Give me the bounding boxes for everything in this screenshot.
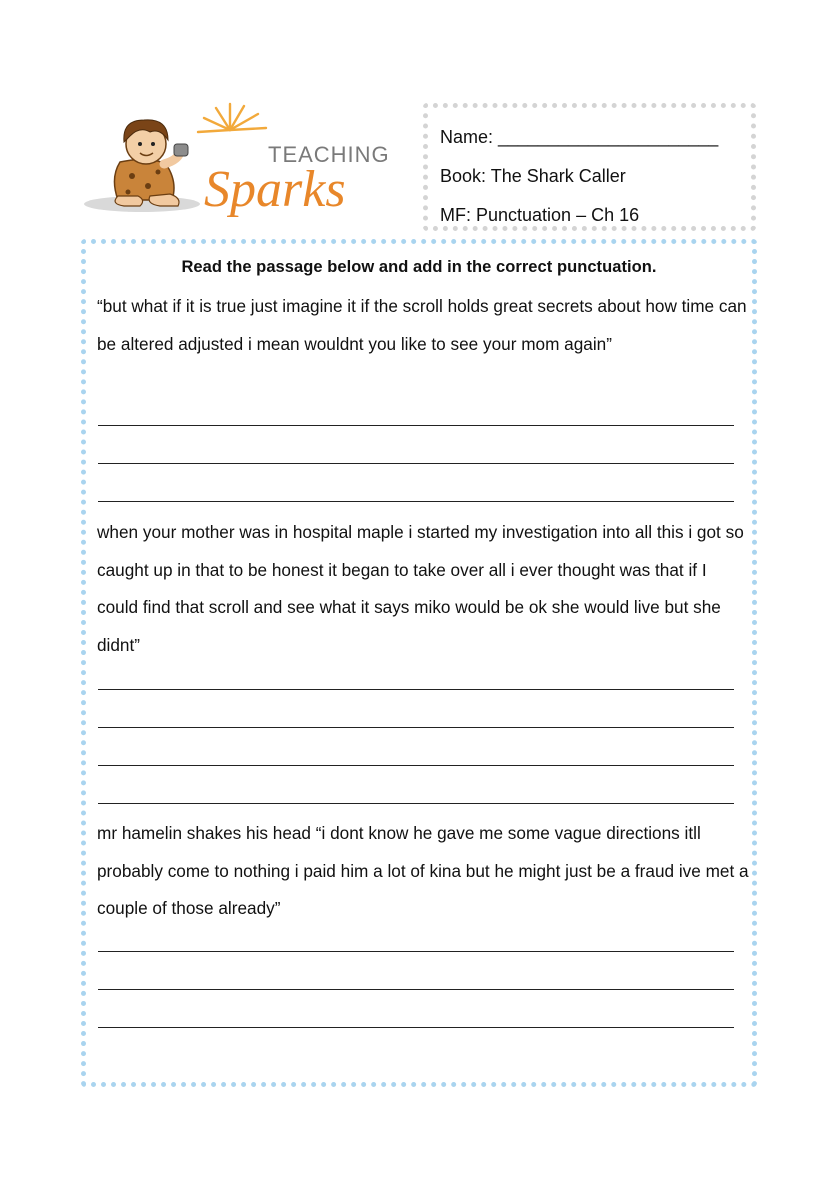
worksheet-frame [81,239,757,1087]
passage-2: when your mother was in hospital maple i started my investigation into all this i got so caught up in that to be honest it began to take over all i ever thought was that if I could find that scroll and see what it says miko would be ok she would live but she didnt” [97,522,744,655]
answer-line[interactable] [98,425,734,426]
name-field[interactable]: Name: ______________________ [440,127,719,147]
passage-3: mr hamelin shakes his head “i dont know he gave me some vague directions itll probably come to nothing i paid him a lot of kina but he might just be a fraud ive met a couple of those already” [97,823,749,918]
logo-wordmark-top: TEACHING [268,142,390,167]
answer-line[interactable] [98,501,734,502]
instruction-heading: Read the passage below and add in the correct punctuation. [181,258,657,276]
answer-line[interactable] [98,989,734,990]
student-info-box [423,103,756,231]
answer-line[interactable] [98,1027,734,1028]
caveman-mascot-icon [114,120,188,206]
answer-line[interactable] [98,689,734,690]
book-title: Book: The Shark Caller [440,166,626,186]
sun-rays-icon [198,104,266,132]
teaching-sparks-logo [80,100,400,222]
answer-line[interactable] [98,727,734,728]
answer-line[interactable] [98,951,734,952]
passage-1: “but what if it is true just imagine it if the scroll holds great secrets about how time can be altered adjusted i mean wouldnt you like to see your mom again” [97,296,747,354]
worksheet-topic: MF: Punctuation – Ch 16 [440,205,640,225]
answer-line[interactable] [98,765,734,766]
answer-line[interactable] [98,803,734,804]
answer-line[interactable] [98,463,734,464]
logo-wordmark-main: Sparks [204,161,346,218]
